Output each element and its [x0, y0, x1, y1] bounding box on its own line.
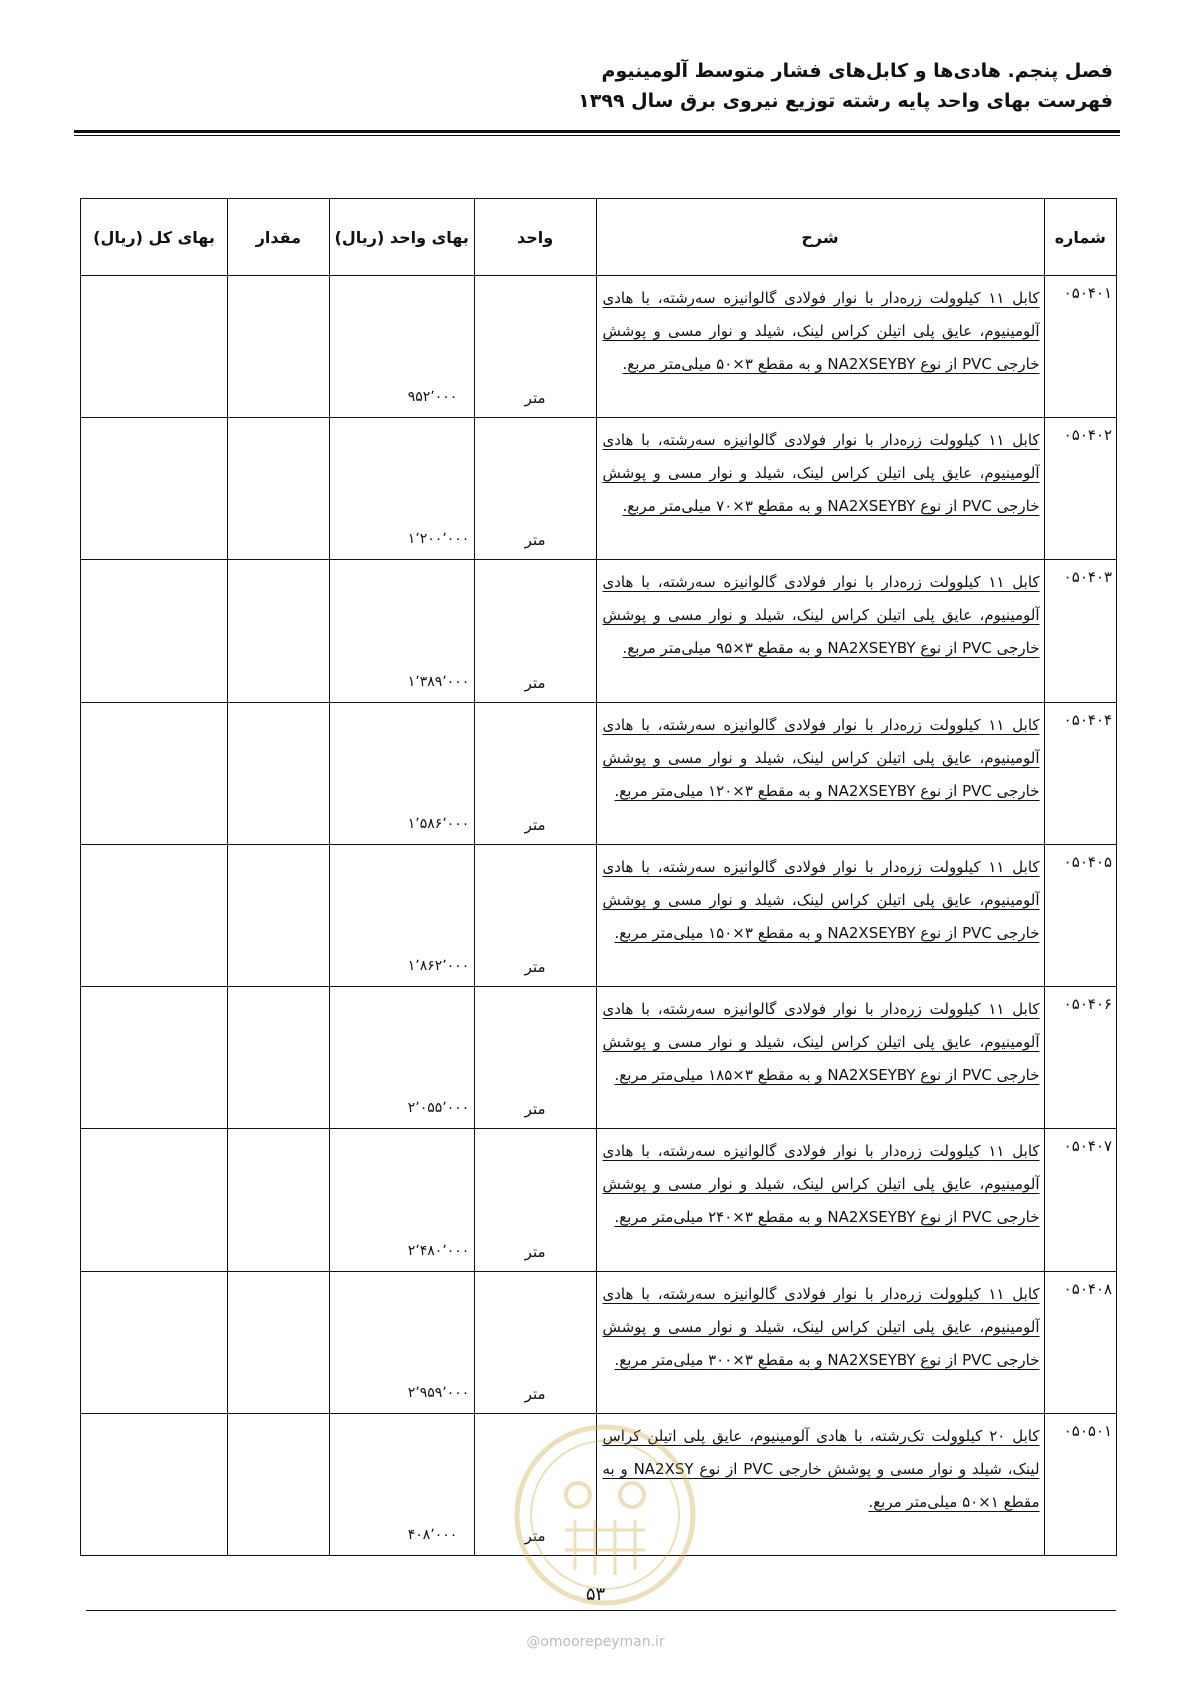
- item-number: ۰۵۰۴۰۴: [1044, 702, 1116, 844]
- chapter-title: فصل پنجم. هادی‌ها و کابل‌های فشار متوسط آلومینیوم: [601, 60, 1113, 82]
- item-total: [81, 987, 228, 1129]
- item-unit: متر: [474, 987, 596, 1129]
- page-header: [78, 56, 1113, 116]
- item-unit-price: ۲٬۴۸۰٬۰۰۰: [329, 1129, 474, 1271]
- item-unit-price: ۲٬۹۵۹٬۰۰۰: [329, 1271, 474, 1413]
- item-description-text: کابل ۱۱ کیلوولت زره‌دار با نوار فولادی گالوانیزه سه‌رشته، با هادی آلومینیوم، عایق پلی اتیلن کراس لینک، شیلد و نوار مسی و پوشش خارجی PVC از نوع NA2XSEYBY و به مقطع ۳×۷۰ میلی‌متر مربع.: [602, 431, 1040, 516]
- item-total: [81, 702, 228, 844]
- item-description-text: کابل ۱۱ کیلوولت زره‌دار با نوار فولادی گالوانیزه سه‌رشته، با هادی آلومینیوم، عایق پلی اتیلن کراس لینک، شیلد و نوار مسی و پوشش خارجی PVC از نوع NA2XSEYBY و به مقطع ۳×۱۲۰ میلی‌متر مربع.: [602, 715, 1040, 800]
- item-unit-price: ۱٬۵۸۶٬۰۰۰: [329, 702, 474, 844]
- table-header-row: [81, 199, 1117, 276]
- item-description: [596, 276, 1044, 418]
- item-total: [81, 1129, 228, 1271]
- item-quantity: [228, 560, 330, 702]
- item-unit: متر: [474, 1129, 596, 1271]
- item-total: [81, 418, 228, 560]
- item-number: ۰۵۰۴۰۳: [1044, 560, 1116, 702]
- item-quantity: [228, 1413, 330, 1555]
- page-number: ۵۳: [585, 1584, 606, 1605]
- item-total: [81, 276, 228, 418]
- item-number: ۰۵۰۴۰۲: [1044, 418, 1116, 560]
- item-total: [81, 844, 228, 986]
- col-header-number: شماره: [1044, 199, 1116, 276]
- table-row: [81, 560, 1117, 702]
- item-description-text: کابل ۱۱ کیلوولت زره‌دار با نوار فولادی گالوانیزه سه‌رشته، با هادی آلومینیوم، عایق پلی اتیلن کراس لینک، شیلد و نوار مسی و پوشش خارجی PVC از نوع NA2XSEYBY و به مقطع ۳×۵۰ میلی‌متر مربع.: [602, 289, 1040, 373]
- table-row: [81, 1271, 1117, 1413]
- col-header-unit-price: بهای واحد (ریال): [329, 199, 474, 276]
- item-description: [596, 987, 1044, 1129]
- header-rule-thick: [74, 130, 1120, 133]
- item-unit: متر: [474, 560, 596, 702]
- table-row: [81, 1129, 1117, 1271]
- item-unit: متر: [474, 276, 596, 418]
- col-header-description: شرح: [596, 199, 1044, 276]
- document-title: فهرست بهای واحد پایه رشته توزیع نیروی برق سال ۱۳۹۹: [578, 90, 1113, 112]
- item-description-text: کابل ۱۱ کیلوولت زره‌دار با نوار فولادی گالوانیزه سه‌رشته، با هادی آلومینیوم، عایق پلی اتیلن کراس لینک، شیلد و نوار مسی و پوشش خارجی PVC از نوع NA2XSEYBY و به مقطع ۳×۹۵ میلی‌متر مربع.: [602, 573, 1040, 658]
- item-quantity: [228, 702, 330, 844]
- item-quantity: [228, 418, 330, 560]
- item-description-text: کابل ۱۱ کیلوولت زره‌دار با نوار فولادی گالوانیزه سه‌رشته، با هادی آلومینیوم، عایق پلی اتیلن کراس لینک، شیلد و نوار مسی و پوشش خارجی PVC از نوع NA2XSEYBY و به مقطع ۳×۲۴۰ میلی‌متر مربع.: [602, 1142, 1040, 1227]
- item-number: ۰۵۰۴۰۷: [1044, 1129, 1116, 1271]
- item-description: [596, 702, 1044, 844]
- item-description: [596, 844, 1044, 986]
- item-unit-price: ۴۰۸٬۰۰۰: [329, 1413, 474, 1555]
- item-total: [81, 1271, 228, 1413]
- item-unit-price: ۲٬۰۵۵٬۰۰۰: [329, 987, 474, 1129]
- item-description: [596, 1129, 1044, 1271]
- item-unit: متر: [474, 844, 596, 986]
- item-description: [596, 1271, 1044, 1413]
- table-row: [81, 276, 1117, 418]
- footer-rule: [86, 1610, 1116, 1611]
- item-description-text: کابل ۱۱ کیلوولت زره‌دار با نوار فولادی گالوانیزه سه‌رشته، با هادی آلومینیوم، عایق پلی اتیلن کراس لینک، شیلد و نوار مسی و پوشش خارجی PVC از نوع NA2XSEYBY و به مقطع ۳×۱۵۰ میلی‌متر مربع.: [602, 857, 1040, 942]
- item-quantity: [228, 1271, 330, 1413]
- item-unit: متر: [474, 1413, 596, 1555]
- item-unit-price: ۱٬۳۸۹٬۰۰۰: [329, 560, 474, 702]
- item-unit-price: ۱٬۸۶۲٬۰۰۰: [329, 844, 474, 986]
- item-total: [81, 1413, 228, 1555]
- price-table: [80, 198, 1117, 1556]
- item-quantity: [228, 844, 330, 986]
- item-unit: متر: [474, 418, 596, 560]
- item-description: [596, 560, 1044, 702]
- item-unit-price: ۱٬۲۰۰٬۰۰۰: [329, 418, 474, 560]
- item-number: ۰۵۰۴۰۵: [1044, 844, 1116, 986]
- table-row: [81, 844, 1117, 986]
- item-quantity: [228, 987, 330, 1129]
- table-row: [81, 702, 1117, 844]
- publisher-seal-watermark: [510, 1420, 700, 1610]
- item-total: [81, 560, 228, 702]
- item-unit-price: ۹۵۲٬۰۰۰: [329, 276, 474, 418]
- item-number: ۰۵۰۵۰۱: [1044, 1413, 1116, 1555]
- item-number: ۰۵۰۴۰۱: [1044, 276, 1116, 418]
- item-description: [596, 418, 1044, 560]
- col-header-unit: واحد: [474, 199, 596, 276]
- col-header-total: بهای کل (ریال): [81, 199, 228, 276]
- website-watermark: @omoorepeyman.ir: [526, 1634, 665, 1650]
- item-description-text: کابل ۲۰ کیلوولت تک‌رشته، با هادی آلومینیوم، عایق پلی اتیلن کراس لینک، شیلد و نوار مسی و پوشش خارجی PVC از نوع NA2XSY و به مقطع ۱×۵۰ میلی‌متر مربع.: [602, 1426, 1040, 1511]
- item-description-text: کابل ۱۱ کیلوولت زره‌دار با نوار فولادی گالوانیزه سه‌رشته، با هادی آلومینیوم، عایق پلی اتیلن کراس لینک، شیلد و نوار مسی و پوشش خارجی PVC از نوع NA2XSEYBY و به مقطع ۳×۱۸۵ میلی‌متر مربع.: [602, 1000, 1040, 1085]
- header-rule-thin: [74, 135, 1120, 136]
- item-unit: متر: [474, 1271, 596, 1413]
- item-unit: متر: [474, 702, 596, 844]
- item-description-text: کابل ۱۱ کیلوولت زره‌دار با نوار فولادی گالوانیزه سه‌رشته، با هادی آلومینیوم، عایق پلی اتیلن کراس لینک، شیلد و نوار مسی و پوشش خارجی PVC از نوع NA2XSEYBY و به مقطع ۳×۳۰۰ میلی‌متر مربع.: [602, 1284, 1040, 1369]
- item-number: ۰۵۰۴۰۸: [1044, 1271, 1116, 1413]
- item-number: ۰۵۰۴۰۶: [1044, 987, 1116, 1129]
- table-row: [81, 987, 1117, 1129]
- item-quantity: [228, 1129, 330, 1271]
- col-header-quantity: مقدار: [228, 199, 330, 276]
- item-quantity: [228, 276, 330, 418]
- table-row: [81, 418, 1117, 560]
